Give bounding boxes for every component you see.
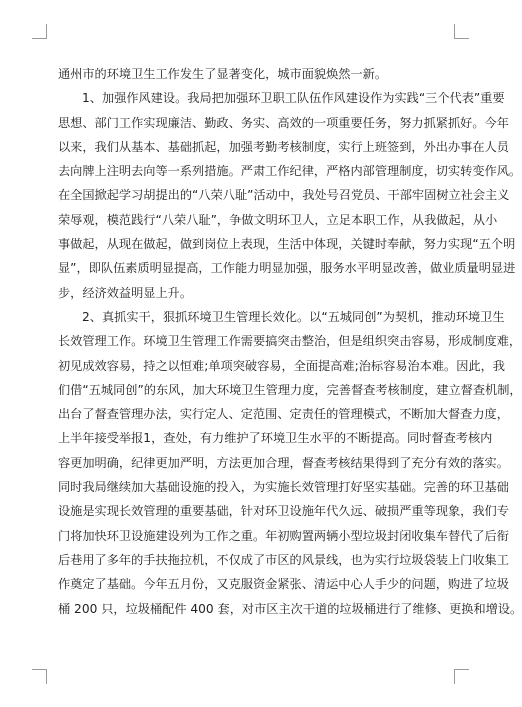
text-line: 事做起，从现在做起，做到岗位上表现，生活中体现，关键时奉献，努力实现“五个明	[58, 237, 516, 252]
text-line: 后巷用了多年的手扶拖拉机，不仅成了市区的风景线，也为实行垃圾袋装上门收集工	[58, 552, 509, 567]
text-line: 同时我局继续加大基础设施的投入，为实施长效管理打好坚实基础。完善的环卫基础	[58, 480, 509, 495]
crop-mark-bottom-left	[32, 669, 47, 684]
text-line: 显”，即队伍素质明显提高，工作能力明显加强，服务水平明显改善，做业质量明显进	[58, 261, 516, 276]
text-line: 初见成效容易，持之以恒难;单项突破容易，全面提高难;治标容易治本难。因此，我	[58, 358, 505, 373]
text-line: 出台了督查管理办法，实行定人、定范围、定责任的管理模式，不断加大督查力度，	[58, 407, 509, 422]
text-line: 去向牌上注明去向等一系列措施。严肃工作纪律，严格内部管理制度，切实转变作风。	[58, 164, 522, 179]
crop-mark-top-left	[32, 24, 47, 39]
text-line: 荣辱观，模范践行“八荣八耻”，争做文明环卫人，立足本职工作，从我做起，从小	[58, 212, 498, 227]
text-line: 容更加明确，纪律更加严明，方法更加合理，督查考核结果得到了充分有效的落实。	[58, 455, 509, 470]
text-line: 在全国掀起学习胡提出的“八荣八耻”活动中，我处号召党员、干部牢固树立社会主义	[58, 188, 510, 203]
text-line: 通州市的环境卫生工作发生了显著变化，城市面貌焕然一新。	[58, 67, 388, 81]
text-line: 1、加强作风建设。我局把加强环卫职工队伍作风建设作为实践“三个代表”重要	[82, 91, 505, 106]
text-line: 门将加快环卫设施建设列为工作之重。年初购置两辆小型垃圾封闭收集车替代了后衔	[58, 528, 509, 543]
text-line: 桶 200 只，垃圾桶配件 400 套，对市区主次干道的垃圾桶进行了维修、更换和增设。	[58, 601, 522, 616]
document-body	[58, 62, 522, 621]
text-line: 作奠定了基础。今年五月份，又克服资金紧张、清运中心人手少的问题，购进了垃圾	[58, 577, 509, 592]
crop-mark-top-right	[454, 24, 469, 39]
text-line: 思想、部门工作实现廉洁、勤政、务实、高效的一项重要任务，努力抓紧抓好。今年	[58, 115, 509, 130]
text-line: 们借“五城同创”的东风，加大环境卫生管理力度，完善督查考核制度，建立督查机制，	[58, 382, 522, 397]
crop-mark-bottom-right	[454, 669, 469, 684]
text-line: 长效管理工作。环境卫生管理工作需要搞突击整治，但是组织突击容易，形成制度难，	[58, 334, 522, 349]
text-line: 2、真抓实干，狠抓环境卫生管理长效化。以“五城同创”为契机，推动环境卫生	[82, 309, 505, 324]
text-line: 步，经济效益明显上升。	[58, 285, 193, 300]
text-line: 上半年接受举报1，查处，有力维护了环境卫生水平的不断提高。同时督查考核内	[58, 431, 493, 446]
text-line: 设施是实现长效管理的重要基础，针对环卫设施年代久远、破损严重等现象，我们专	[58, 504, 509, 519]
text-line: 以来，我们从基本、基础抓起，加强考勤考核制度，实行上班签到，外出办事在人员	[58, 139, 509, 154]
